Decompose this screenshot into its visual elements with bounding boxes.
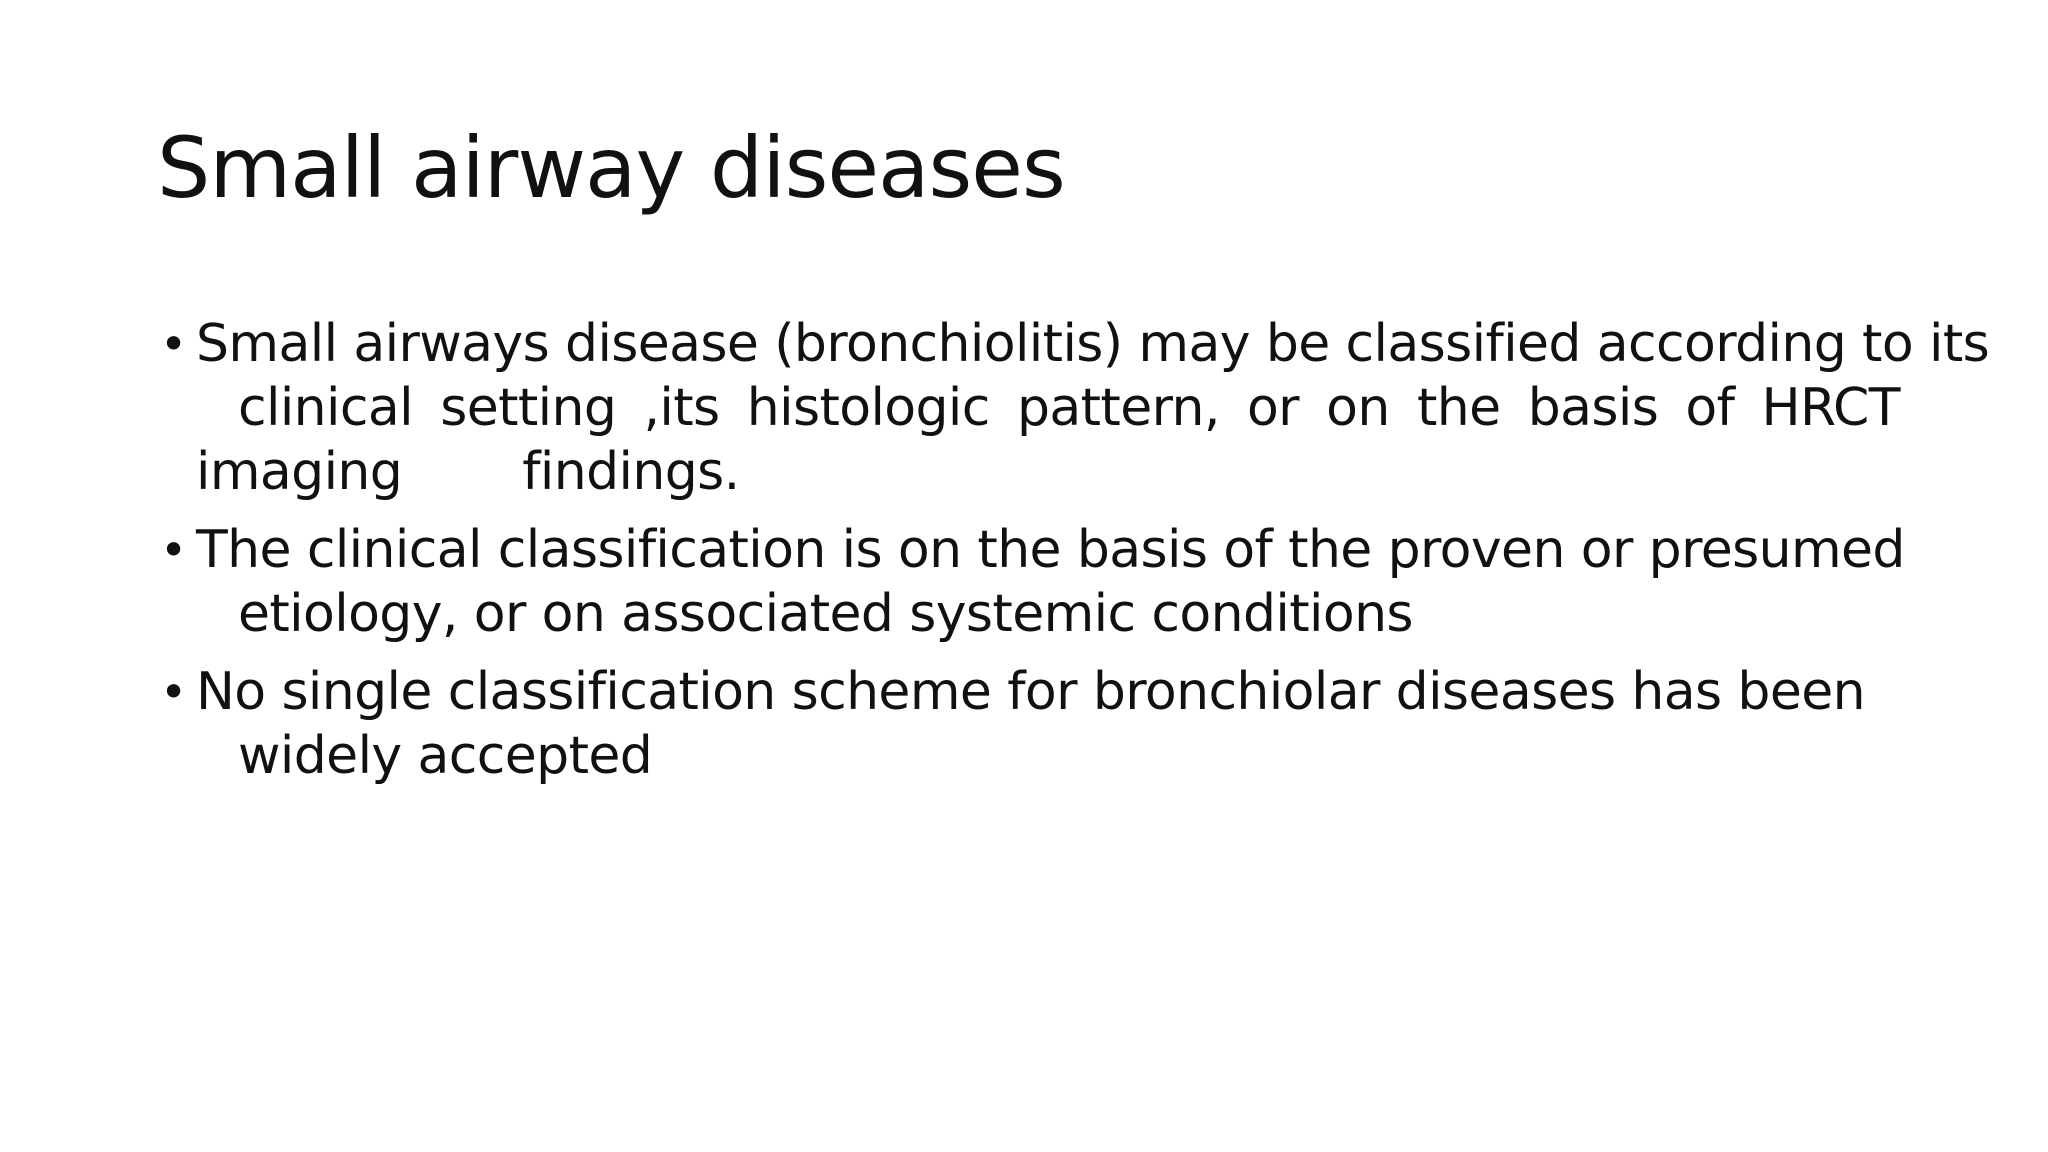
bullet-item-3 xyxy=(160,660,1900,788)
bullet-1-line-3 xyxy=(196,440,1900,504)
word: setting xyxy=(440,378,617,438)
bullet-list xyxy=(160,312,1990,802)
word: clinical xyxy=(238,378,413,438)
word: histologic xyxy=(746,378,990,438)
word: the xyxy=(1416,378,1501,438)
bullet-item-2 xyxy=(160,518,1905,646)
bullet-2-line-2: etiology, or on associated systemic conditions xyxy=(238,584,1413,644)
bullet-dot: • xyxy=(160,317,187,371)
word: basis xyxy=(1527,378,1659,438)
bullet-2-line-1: The clinical classification is on the basis of the proven or presumed xyxy=(196,520,1905,580)
word: or xyxy=(1246,378,1299,438)
word: imaging xyxy=(196,442,403,502)
word: on xyxy=(1326,378,1390,438)
word: ,its xyxy=(643,378,720,438)
word: findings. xyxy=(522,442,740,502)
bullet-3-line-2: widely accepted xyxy=(238,726,653,786)
word: of xyxy=(1685,378,1735,438)
word: HRCT xyxy=(1761,378,1900,438)
bullet-3-line-1: No single classification scheme for bronchiolar diseases has been xyxy=(196,662,1865,722)
bullet-1-line-2 xyxy=(196,376,1900,440)
bullet-dot: • xyxy=(160,665,187,719)
slide-title: Small airway diseases xyxy=(157,119,1065,217)
bullet-dot: • xyxy=(160,523,187,577)
word: pattern, xyxy=(1016,378,1220,438)
bullet-item-1 xyxy=(160,312,1990,504)
bullet-1-line-1: Small airways disease (bronchiolitis) may be classified according to its xyxy=(196,314,1990,374)
